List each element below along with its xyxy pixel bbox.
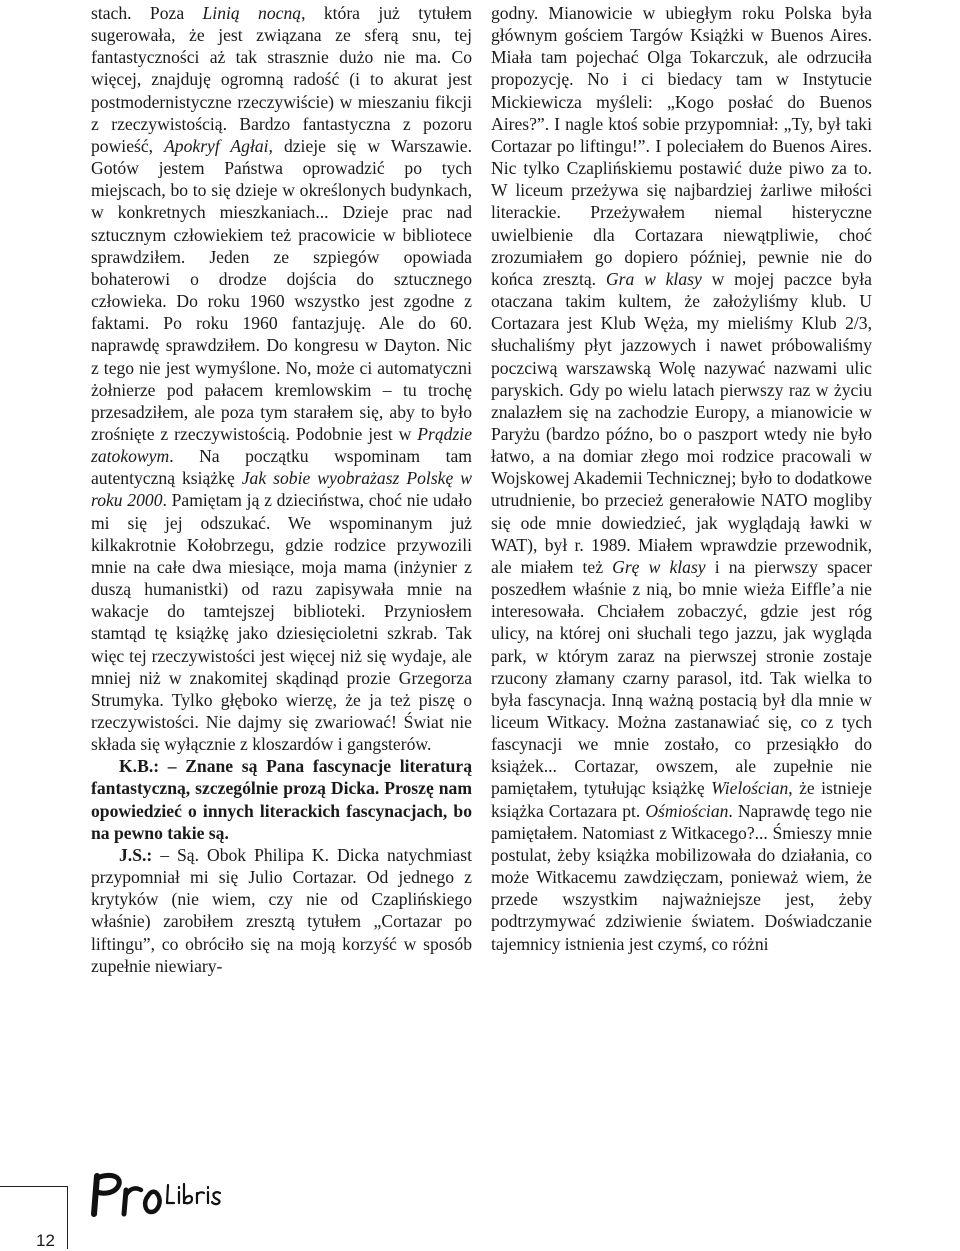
title-jak-sobie-wyobrazasz: Jak sobie wyobrażasz Polskę w roku 2000 bbox=[91, 468, 473, 511]
title-gre-w-klasy: Grę w klasy bbox=[612, 556, 706, 577]
title-osmioscian: Ośmiościan bbox=[645, 800, 729, 821]
title-gra-w-klasy: Gra w klasy bbox=[605, 268, 702, 289]
answer-speaker: J.S.: bbox=[119, 844, 153, 865]
paragraph-realism: stach. Poza Linią nocną, która już tytułem sugerowała, że jest związana ze sferą snu, tej fantastyczności aż tak strasznie dużo nie ma. Co więcej, znajduję ogromną radość (i to akurat jest postmodernistyczne rzeczywiście) w mieszaniu fikcji z rzeczywistością. Bardzo fantastyczna z pozoru powieść, Apokryf Agłai, dzieje się w Warszawie. Gotów jestem Państwa oprowadzić po tych miejscach, bo to się dzieje w określonych budynkach, w konkretnych mieszkaniach... Dzieje prac nad sztucznym człowiekiem też pracowicie w bibliotece sprawdziłem. Jeden ze szpiegów opowiada bohaterowi o drodze dojścia do sztucznego człowieka. Do roku 1960 wszystko jest zgodne z faktami. Po roku 1960 fantazjuję. Ale do 60. naprawdę sprawdziłem. Do kongresu w Dayton. Nic z tego nie jest wymyślone. No, może ci automatyczni żołnierze pod pałacem kremlowskim – tu trochę przesadziłem, ale poza tym starałem się, aby to było zrośnięte z rzeczywistością. Podobnie jest w Prądzie zatokowym. Na początku wspominam tam autentyczną książkę Jak sobie wyobrażasz Polskę w roku 2000. Pamiętam ją z dzieciństwa, choć nie udało mi się jej odszukać. We wspominanym już kilkakrotnie Kołobrzegu, gdzie rodzice przywozili mnie na całe dwa miesiące, moja mama (inżynier z duszą humanistki) od razu zapisywała mnie na wakacje do tamtejszej biblioteki. Przyniosłem stamtąd tę książkę jako dziesięcioletni szkrab. Tak więc tej rzeczywistości jest więcej niż się wydaje, ale mniej niż w znakomitej skądinąd prozie Grzegorza Strumyka. Tylko głęboko wierzę, że ja też piszę o rzeczywistości. Nie dajmy się zwariować! Świat nie składa się wyłącznie z kloszardów i gangsterów. bbox=[91, 3, 473, 755]
pro-libris-logo bbox=[88, 1162, 238, 1222]
paragraph-cortazar: godny. Mianowicie w ubiegłym roku Polska była głównym gościem Targów Książki w Buenos Aires. Miała tam pojechać Olga Tokarczuk, ale odrzuciła propozycję. No i ci biedacy tam w Instytucie Mickiewicza myśleli: „Kogo posłać do Buenos Aires?”. I nagle ktoś sobie przypomniał: „Ty, był taki Cortazar po liftingu!”. I poleciałem do Buenos Aires. Nic tylko Czaplińskiemu postawić duże piwo za to. W liceum przeżywa się najbardziej żarliwe miłości literackie. Przeżywałem niemal histeryczne uwielbienie dla Cortazara niewątpliwie, choć zrozumiałem go dopiero później, pewnie nie do końca zresztą. Gra w klasy w mojej paczce była otaczana takim kultem, że założyliśmy klub. U Cortazara jest Klub Węża, my mieliśmy Klub 2/3, słuchaliśmy płyt jazzowych i nawet próbowaliśmy poczciwą warszawską Wolę nazywać nazwami ulic paryskich. Gdy po wielu latach pierwszy raz w życiu znalazłem się na zachodzie Europy, a mianowicie w Paryżu (bardzo późno, bo o paszport wtedy nie było łatwo, a na domiar złego moi rodzice pracowali w Wojskowej Akademii Technicznej; było to dodatkowe utrudnienie, bo przecież generałowie NATO mogliby się ode mnie dowiedzieć, jak wyglądają ławki w WAT), był r. 1989. Miałem wprawdzie przewodnik, ale miałem też Grę w klasy i na pierwszy spacer poszedłem właśnie z nią, bo mnie wieża Eiffle’a nie interesowała. Chciałem zobaczyć, gdzie jest róg ulicy, na której oni słuchali tego jazzu, jak wygląda park, w którym zaraz na pierwszej stronie zostaje rzucony złamany czarny parasol, itd. Tak wielka to była fascynacja. Inną ważną postacią był dla mnie w liceum Witkacy. Można zastanawiać się, co z tych fascynacji we mnie zostało, co przesiąkło do książek... Cortazar, owszem, ale zupełnie nie pamiętałem, tytułując książkę Wielościan, że istnieje książka Cortazara pt. Ośmiościan. Naprawdę tego nie pamiętałem. Natomiast z Witkacego?... Śmieszy mnie postulat, żeby książka mobilizowała do działania, co może Witkacemu zawdzięczam, ponieważ wiem, że przede wszystkim najważniejsze jest, żeby podtrzymywać zdziwienie światem. Doświadczanie tajemnicy istnienia jest czymś, co różni bbox=[491, 3, 872, 954]
left-column bbox=[91, 2, 472, 977]
title-prad-zatokowy: Prądzie zatokowym bbox=[91, 423, 472, 467]
page-number: 12 bbox=[36, 1231, 55, 1250]
interview-question: K.B.: – Znane są Pana fascynacje literaturą fantastyczną, szczególnie prozą Dicka. Proszę nam opowiedzieć o innych literackich fascynacjach, bo na pewno takie są. bbox=[91, 756, 472, 843]
page-number-tab bbox=[0, 1186, 68, 1249]
title-linia-nocna: Linią nocną bbox=[202, 3, 302, 23]
title-apokryf-aglai: Apokryf Agłai, bbox=[164, 135, 273, 156]
interview-answer: J.S.: – Są. Obok Philipa K. Dicka natychmiast przypomniał mi się Julio Cortazar. Od jednego z krytyków (nie wiem, czy nie od Czaplińskiego właśnie) zarobiłem zresztą tytułem „Cortazar po liftingu”, co obróciło się na moją korzyść w sposób zupełnie niewiary- bbox=[91, 844, 472, 976]
title-wieloscian: Wielościan bbox=[711, 778, 789, 799]
right-column bbox=[491, 2, 872, 955]
